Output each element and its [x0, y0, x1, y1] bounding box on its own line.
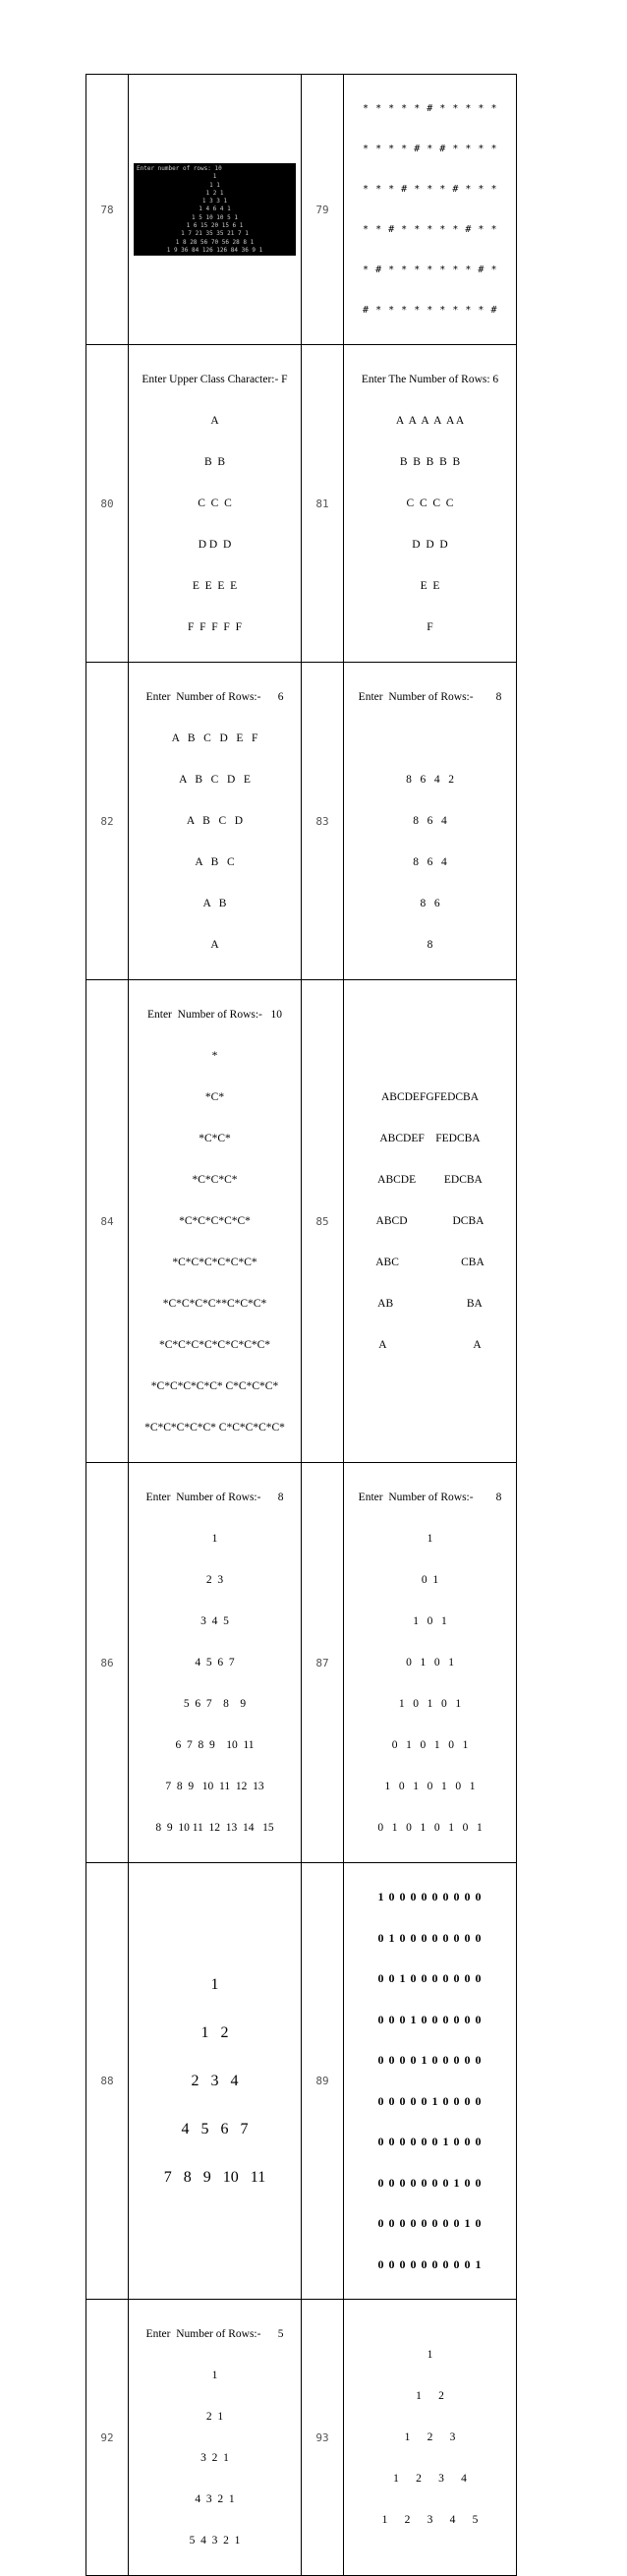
output-line: 1 0 1 — [413, 1615, 447, 1627]
output-line: 1 — [427, 1533, 433, 1545]
output-line: 0 1 0 1 0 1 0 1 — [377, 1822, 483, 1834]
output-line: 1 — [211, 1533, 218, 1545]
program-output — [129, 1863, 302, 2300]
output-line: 1 — [427, 2349, 433, 2361]
output-line: 7 8 9 10 11 — [163, 2169, 266, 2186]
program-number: 86 — [86, 1463, 129, 1863]
program-number: 82 — [86, 663, 129, 980]
output-line: 8 9 10 11 12 13 14 15 — [155, 1822, 274, 1834]
output-line: 3 2 1 — [200, 2452, 229, 2464]
output-line: * # * * * * * * * # * — [363, 264, 497, 275]
console-screenshot — [134, 163, 296, 256]
output-line: F F F F F — [188, 621, 242, 633]
output-line: A B C D — [186, 815, 244, 827]
output-line: 0 0 0 1 0 0 0 0 0 0 — [377, 2012, 483, 2026]
output-line: F — [427, 621, 433, 633]
output-line: * — [211, 1050, 218, 1062]
output-line: AB BA — [377, 1298, 483, 1310]
output-line: 5 6 7 8 9 — [183, 1698, 247, 1710]
program-number: 83 — [302, 663, 344, 980]
output-line: * * * * * # * * * * * — [363, 103, 497, 114]
output-line: A B C D E F — [171, 732, 258, 744]
output-line: A — [210, 415, 219, 427]
program-number: 80 — [86, 345, 129, 663]
output-line: ABC CBA — [375, 1257, 484, 1268]
program-output — [129, 75, 302, 345]
output-line: 0 0 0 0 1 0 0 0 0 0 — [377, 2053, 483, 2067]
table-row — [86, 1463, 517, 1863]
output-line: 0 0 1 0 0 0 0 0 0 0 — [377, 1971, 483, 1985]
program-output — [129, 1463, 302, 1863]
table-row — [86, 2300, 517, 2576]
program-output — [129, 980, 302, 1463]
table-row — [86, 345, 517, 663]
program-output — [344, 2300, 517, 2576]
table-row — [86, 980, 517, 1463]
output-line: Enter Number of Rows:- 5 — [145, 2328, 284, 2340]
output-line: 7 8 9 10 11 12 13 — [165, 1781, 264, 1792]
program-number: 79 — [302, 75, 344, 345]
program-number: 85 — [302, 980, 344, 1463]
output-line: # * * * * * * * * * # — [363, 305, 497, 316]
table-row — [86, 1863, 517, 2300]
output-line: A B C D E — [179, 774, 251, 786]
program-output — [344, 980, 517, 1463]
output-line: 4 5 6 7 — [195, 1657, 235, 1669]
program-output — [344, 345, 517, 663]
output-line: C C C C — [406, 498, 454, 509]
output-line: 0 1 — [421, 1574, 439, 1586]
console-line: 1 5 10 10 5 1 — [192, 213, 238, 221]
output-line: B B — [203, 456, 226, 468]
output-line: *C*C*C*C*C* C*C*C*C* — [150, 1380, 279, 1392]
output-line: 4 5 6 7 — [181, 2121, 249, 2137]
output-line: Enter Number of Rows:- 10 — [146, 1009, 283, 1021]
console-line: 1 4 6 4 1 — [199, 205, 231, 213]
output-line: *C*C*C*C**C*C*C* — [162, 1298, 267, 1310]
output-line: E E — [420, 580, 440, 592]
output-line: 0 1 0 0 0 0 0 0 0 0 — [377, 1930, 483, 1945]
output-line: 0 0 0 0 0 1 0 0 0 0 — [377, 2093, 483, 2108]
output-line: D D D — [412, 539, 448, 551]
program-number: 93 — [302, 2300, 344, 2576]
table-row — [86, 75, 517, 345]
console-line: 1 3 3 1 — [201, 198, 228, 205]
output-line: 1 2 3 4 — [393, 2473, 467, 2485]
output-line: 8 6 4 — [413, 815, 447, 827]
output-line: 8 6 4 2 — [406, 774, 454, 786]
output-line: 1 2 — [416, 2390, 444, 2402]
output-line: 0 0 0 0 0 0 0 1 0 0 — [377, 2175, 483, 2190]
program-number: 78 — [86, 75, 129, 345]
output-line: * * * # * * * # * * * — [363, 184, 497, 195]
output-line: Enter The Number of Rows: 6 — [361, 374, 499, 385]
output-line: ABCDEFGFEDCBA — [380, 1091, 480, 1103]
output-line: 8 6 4 — [413, 856, 447, 868]
output-line: 4 3 2 1 — [195, 2493, 235, 2505]
output-line: 1 2 — [200, 2024, 229, 2041]
output-line: * * * * # * # * * * * — [363, 144, 497, 154]
output-line: A B — [202, 898, 227, 909]
output-line: Enter Number of Rows:- 6 — [145, 691, 284, 703]
program-number: 88 — [86, 1863, 129, 2300]
console-line: 1 — [212, 173, 217, 181]
output-line: 0 0 0 0 0 0 0 0 1 0 — [377, 2216, 483, 2230]
output-line: 0 1 0 1 0 1 — [391, 1739, 469, 1751]
console-line: 1 1 — [209, 181, 220, 189]
output-line: B B B B B — [399, 456, 461, 468]
program-number: 81 — [302, 345, 344, 663]
program-output — [344, 1863, 517, 2300]
program-number: 84 — [86, 980, 129, 1463]
output-line: 2 3 — [205, 1574, 224, 1586]
output-line: 0 1 0 1 — [406, 1657, 454, 1669]
output-line: *C*C*C* — [192, 1174, 238, 1186]
output-line: 1 2 3 4 5 — [381, 2514, 479, 2526]
console-line: 1 8 28 56 70 56 28 8 1 — [175, 238, 255, 246]
table-row — [86, 663, 517, 980]
output-line: A — [210, 939, 219, 951]
output-line: A A A A A A — [395, 415, 465, 427]
output-line: 3 4 5 — [200, 1615, 229, 1627]
output-line: A A — [378, 1339, 482, 1351]
output-line: C C C — [198, 498, 232, 509]
output-line: 2 3 4 — [191, 2073, 239, 2089]
output-line: ABCDEF FEDCBA — [379, 1133, 481, 1144]
output-line: 6 7 8 9 10 11 — [175, 1739, 255, 1751]
program-output — [344, 1463, 517, 1863]
output-line: *C*C*C*C*C*C* — [172, 1257, 257, 1268]
output-line: D D D — [198, 539, 232, 551]
console-line: 1 7 21 35 35 21 7 1 — [181, 230, 249, 238]
output-line: ABCDE EDCBA — [377, 1174, 483, 1186]
output-line: 5 4 3 2 1 — [189, 2535, 241, 2547]
output-line: *C*C* — [199, 1133, 231, 1144]
output-line: 1 — [210, 1976, 219, 1993]
program-number: 89 — [302, 1863, 344, 2300]
output-line: ABCD DCBA — [375, 1215, 484, 1227]
console-line: 1 9 36 84 126 126 84 36 9 1 — [166, 246, 263, 254]
output-line: Enter Number of Rows:- 8 — [358, 1492, 502, 1503]
output-line: Enter Number of Rows:- 8 — [145, 1492, 284, 1503]
console-line: Enter number of rows: 10 — [137, 165, 222, 172]
output-line: * * # * * * * * # * * — [363, 224, 497, 235]
output-line: 0 0 0 0 0 0 1 0 0 0 — [377, 2135, 483, 2148]
output-line: Enter Number of Rows:- 8 — [358, 691, 502, 703]
program-output — [129, 663, 302, 980]
output-line: 8 6 — [420, 898, 440, 909]
console-line: 1 6 15 20 15 6 1 — [186, 222, 244, 230]
program-output — [129, 345, 302, 663]
output-line: *C*C*C*C*C* — [179, 1215, 251, 1227]
program-output — [344, 663, 517, 980]
output-line: *C*C*C*C*C*C*C*C* — [158, 1339, 271, 1351]
program-output — [344, 75, 517, 345]
output-line: 1 0 1 0 1 0 1 — [384, 1781, 476, 1792]
output-line — [344, 732, 516, 745]
programs-table — [86, 74, 517, 2576]
output-line: E E E E — [192, 580, 238, 592]
output-line: 2 1 — [205, 2411, 224, 2423]
output-line: *C*C*C*C*C* C*C*C*C*C* — [144, 1422, 285, 1434]
output-line: 1 — [211, 2370, 218, 2381]
output-line: 1 2 3 — [404, 2431, 456, 2443]
output-line: 1 0 0 0 0 0 0 0 0 0 — [377, 1890, 483, 1903]
console-line: 1 2 1 — [205, 189, 224, 197]
program-number: 87 — [302, 1463, 344, 1863]
output-line: A B C — [195, 856, 235, 868]
output-line: 0 0 0 0 0 0 0 0 0 1 — [377, 2256, 483, 2271]
program-number: 92 — [86, 2300, 129, 2576]
output-line: *C* — [204, 1091, 225, 1103]
output-line: Enter Upper Class Character:- F — [142, 374, 288, 385]
program-output — [129, 2300, 302, 2576]
output-line: 1 0 1 0 1 — [398, 1698, 462, 1710]
output-line: 8 — [427, 939, 433, 951]
